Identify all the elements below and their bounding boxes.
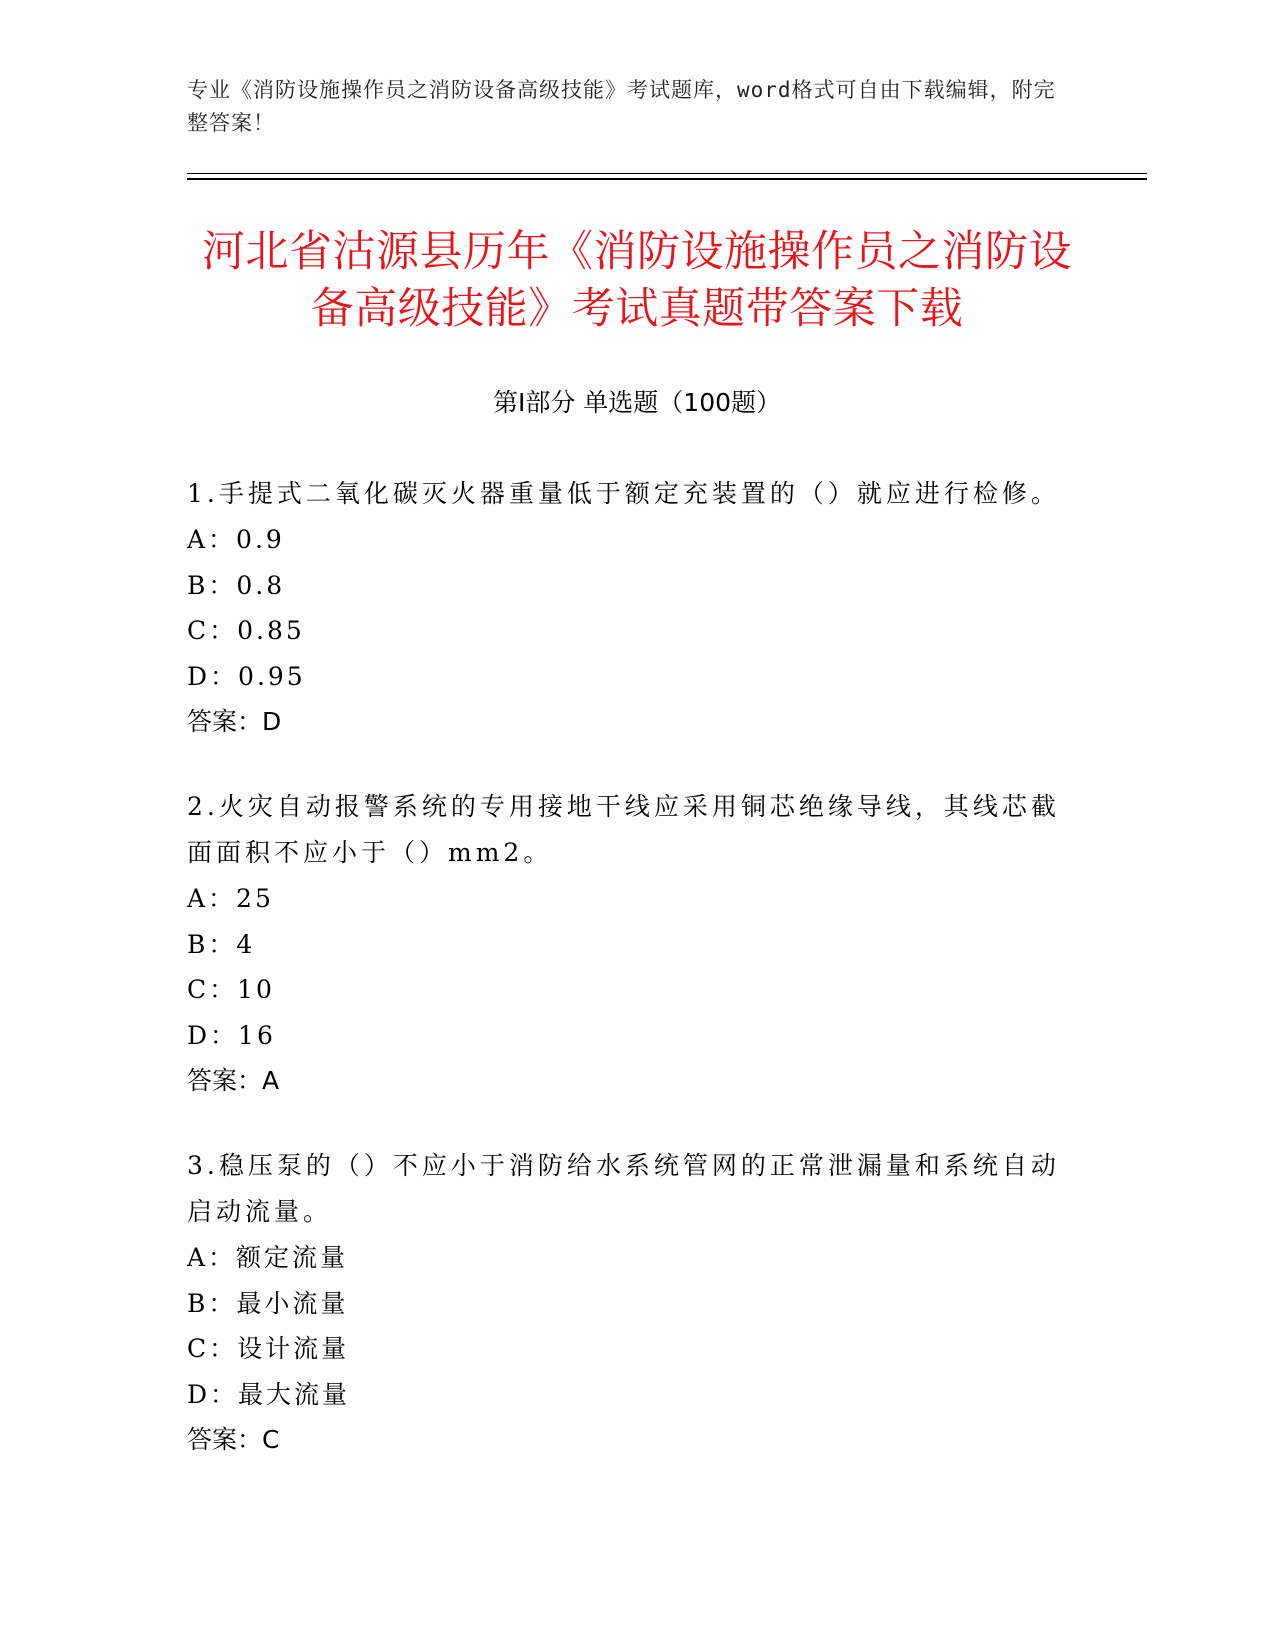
option-a: A：25 <box>187 884 274 913</box>
answer-line: 答案：C <box>187 1425 280 1454</box>
option-c: C：设计流量 <box>187 1334 350 1363</box>
header-note: 专业《消防设施操作员之消防设备高级技能》考试题库，word格式可自由下载编辑，附完整答案！ <box>187 78 1056 135</box>
option-c: C：10 <box>187 975 275 1004</box>
answer-line: 答案：D <box>187 707 282 736</box>
section-title: 第Ⅰ部分 单选题（100题） <box>492 388 782 417</box>
document-title: 河北省沽源县历年《消防设施操作员之消防设备高级技能》考试真题带答案下载 <box>202 227 1072 334</box>
question-2 <box>187 784 1067 1103</box>
question-1 <box>187 471 1067 744</box>
option-a: A：额定流量 <box>187 1243 349 1272</box>
question-stem: 1.手提式二氧化碳灭火器重量低于额定充装置的（）就应进行检修。 <box>187 479 1060 508</box>
option-d: D：16 <box>187 1020 276 1050</box>
option-d: D：0.95 <box>187 661 306 691</box>
header-divider-thick <box>187 178 1147 180</box>
question-3 <box>187 1143 1067 1462</box>
option-c: C：0.85 <box>187 616 305 645</box>
option-b: B：4 <box>187 929 256 959</box>
answer-line: 答案：A <box>187 1066 280 1095</box>
option-d: D：最大流量 <box>187 1379 351 1409</box>
question-stem: 3.稳压泵的（）不应小于消防给水系统管网的正常泄漏量和系统自动启动流量。 <box>187 1151 1060 1226</box>
option-b: B：最小流量 <box>187 1288 349 1318</box>
header-divider-thin <box>187 173 1147 174</box>
question-list <box>187 471 1067 1502</box>
question-stem: 2.火灾自动报警系统的专用接地干线应采用铜芯绝缘导线，其线芯截面面积不应小于（）mm2。 <box>187 792 1060 867</box>
option-b: B：0.8 <box>187 570 286 600</box>
option-a: A：0.9 <box>187 525 285 554</box>
